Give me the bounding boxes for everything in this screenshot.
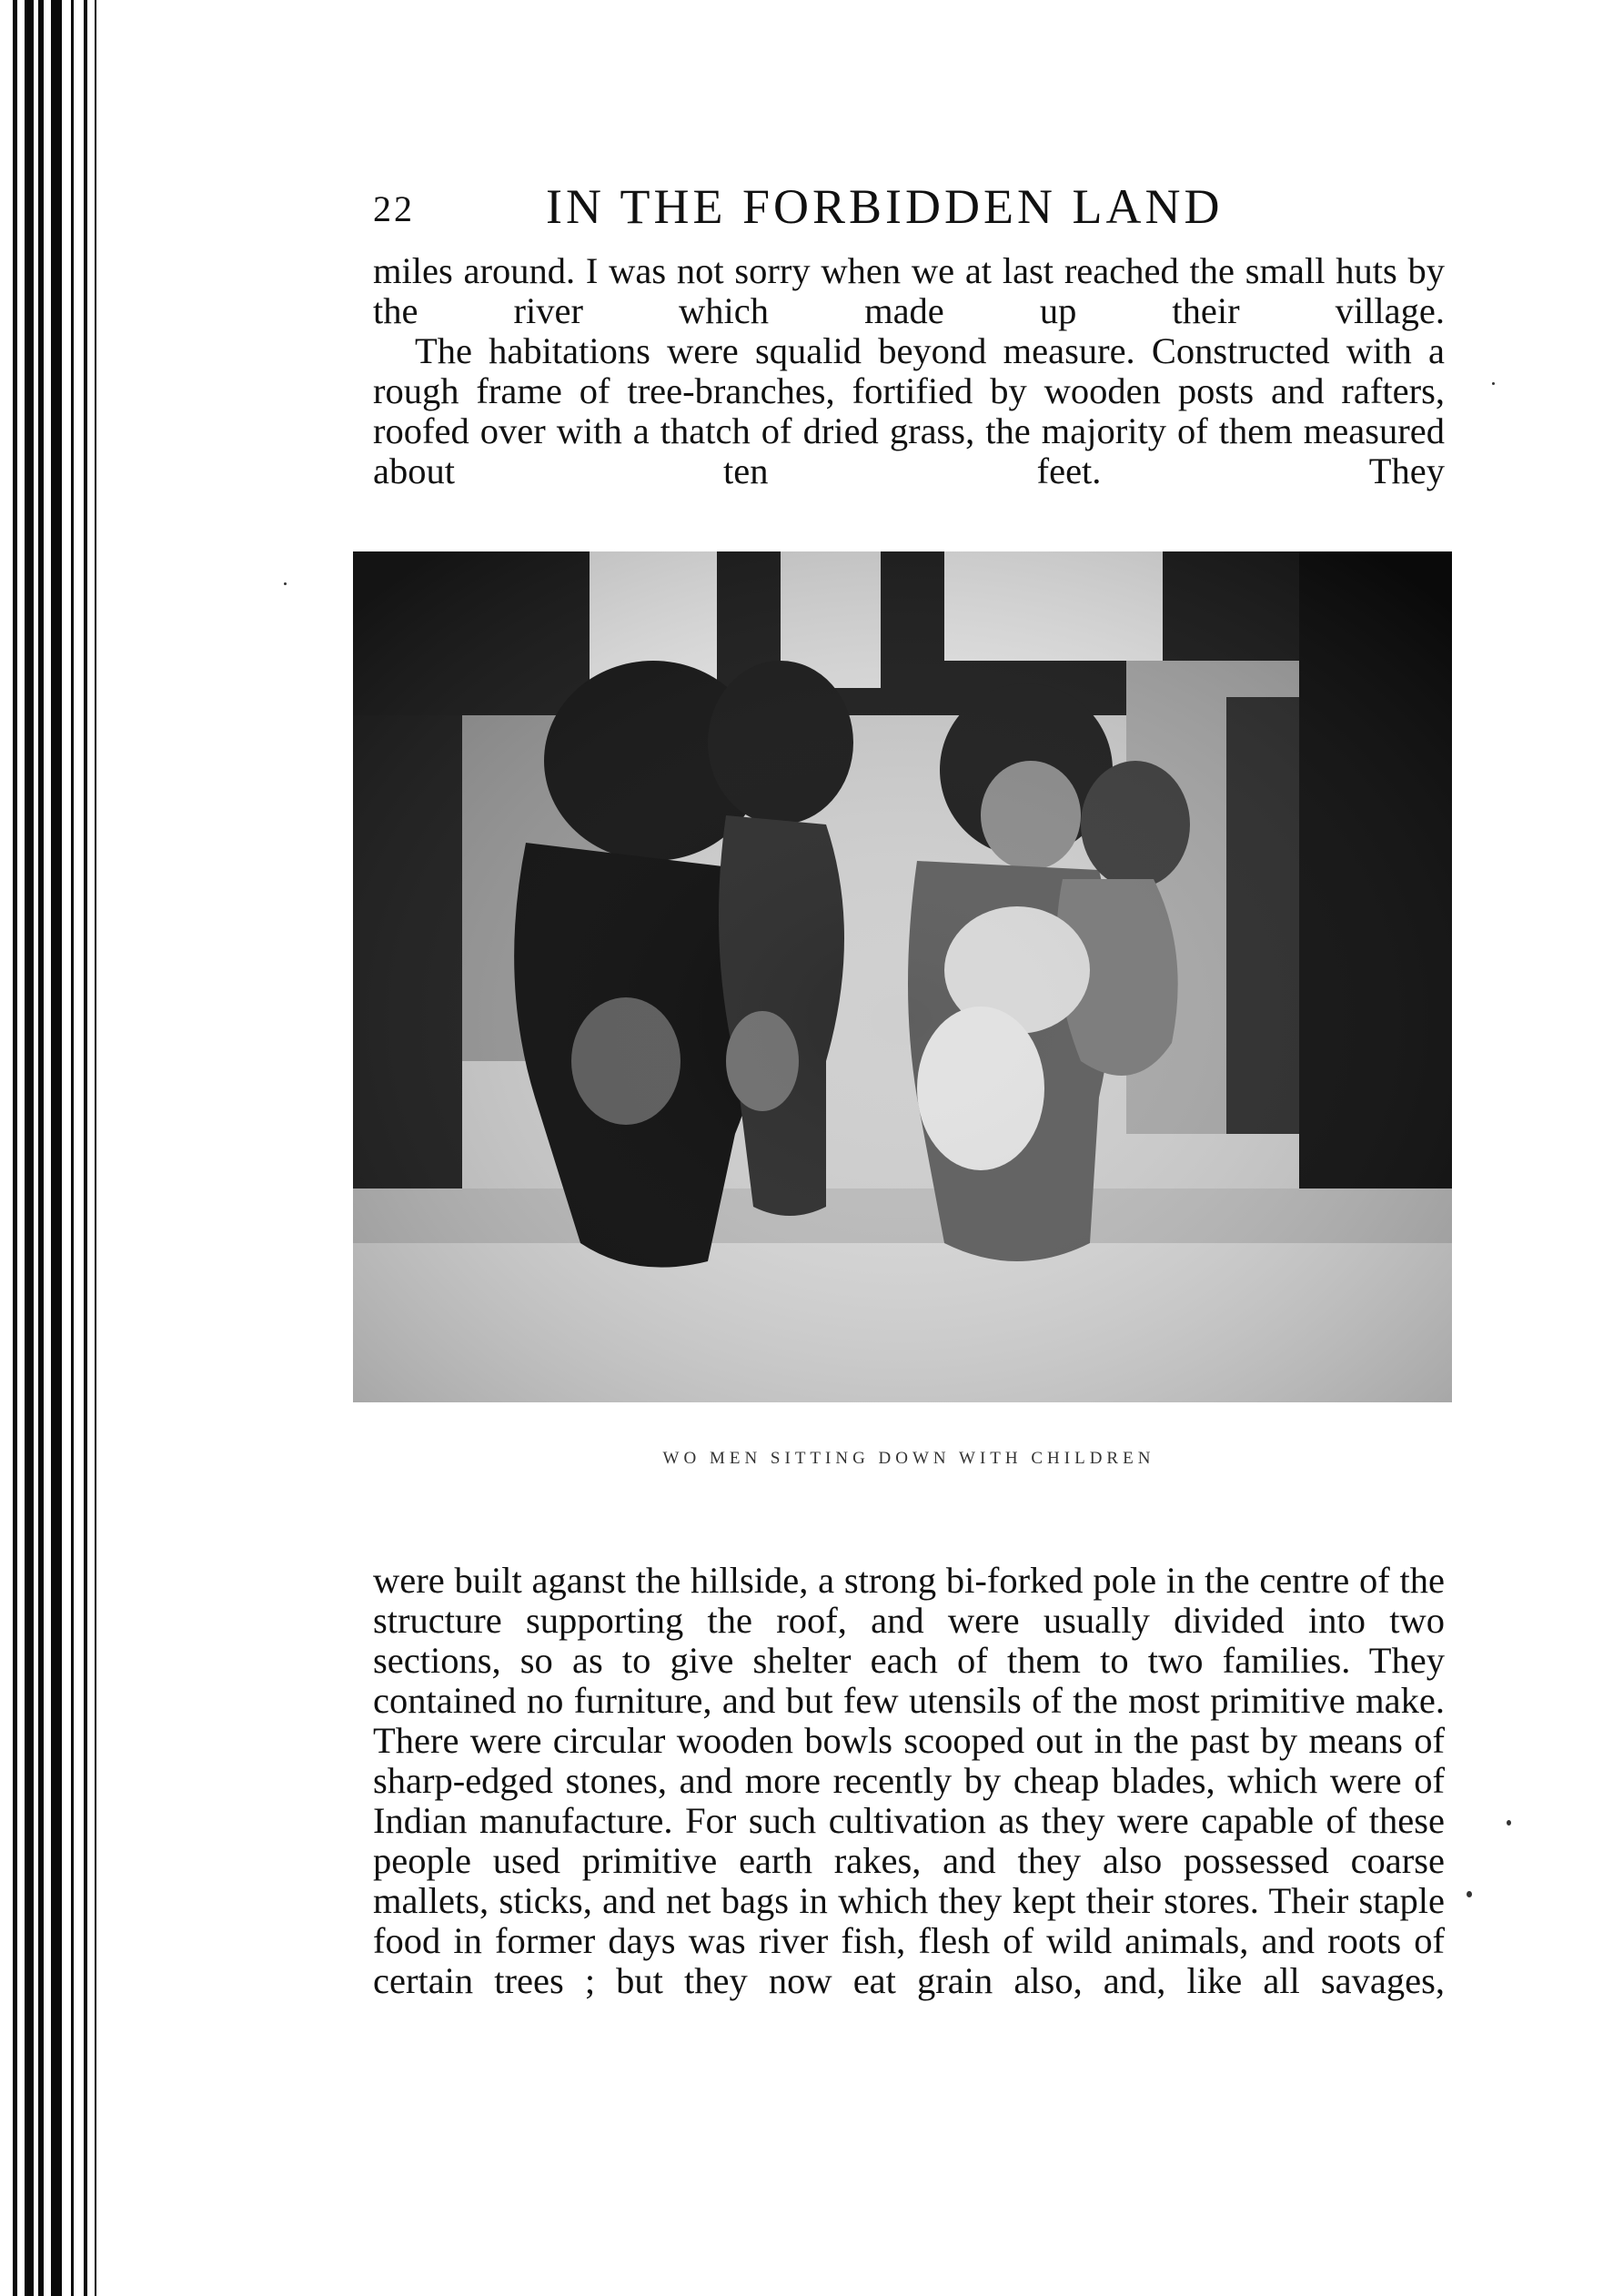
page-header (373, 178, 1283, 242)
page-number: 22 (373, 188, 415, 229)
binding-gutter (0, 0, 100, 2296)
ink-speck (284, 582, 287, 585)
paragraph: miles around. I was not sorry when we at last reached the small huts by the river which made up their village. (373, 250, 1445, 331)
photograph-image (353, 551, 1452, 1402)
text-block-bottom (373, 1561, 1445, 2001)
photograph (353, 551, 1452, 1402)
figure-caption: WO MEN SITTING DOWN WITH CHILDREN (662, 1449, 1155, 1468)
running-title: IN THE FORBIDDEN LAND (546, 179, 1224, 234)
ink-speck (1492, 382, 1495, 385)
ink-speck (1467, 1891, 1472, 1897)
text-block-top (373, 251, 1445, 491)
paragraph: were built aganst the hillside, a strong bi-forked pole in the centre of the structure supporting the roof, and were usually divided into two sections, so as to give shelter each of them to two families. They contained no furniture, and but few utensils of the most primitive make. There were circular wooden bowls scooped out in the past by means of sharp-edged stones, and more recently by cheap blades, which were of Indian manufacture. For such cultivation as they were capable of these people used primitive earth rakes, and they also possessed coarse mallets, sticks, and net bags in which they kept their stores. Their staple food in former days was river fish, flesh of wild animals, and roots of certain trees ; but they now eat grain also, and, like all savages, (373, 1560, 1445, 2001)
ink-speck (1507, 1820, 1511, 1826)
paragraph: The habitations were squalid beyond measure. Constructed with a rough frame of tree-branches, fortified by wooden posts and rafters, roofed over with a thatch of dried grass, the majority of them measured about ten feet. They (373, 330, 1445, 491)
